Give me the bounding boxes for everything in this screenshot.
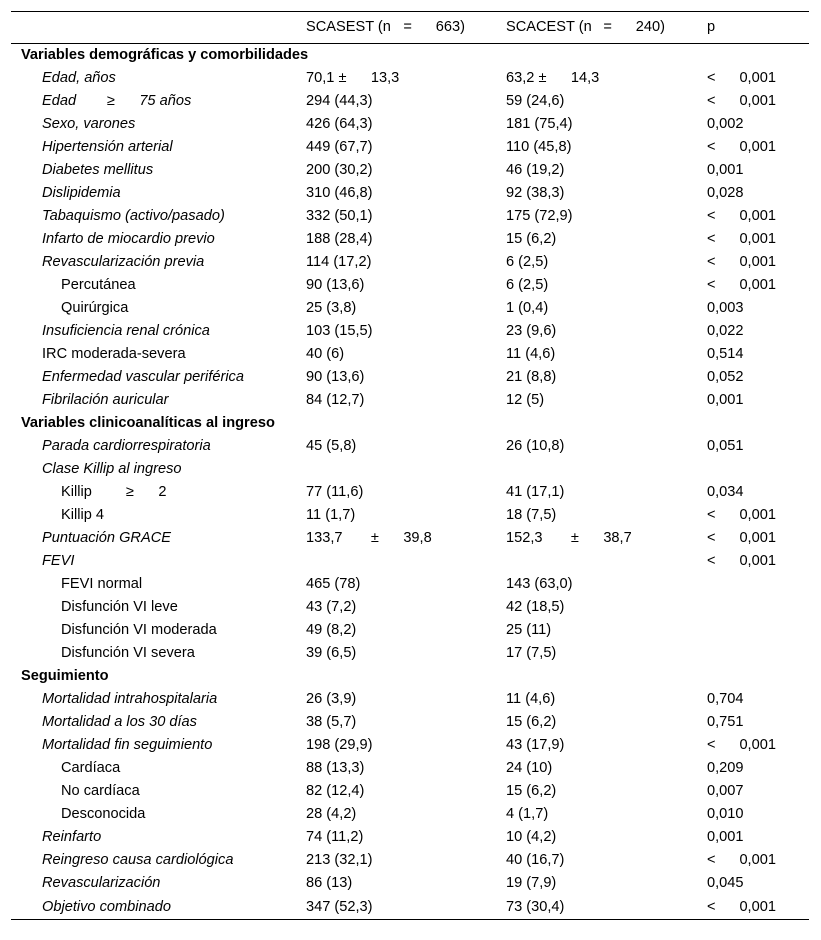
stemi-value: 15 (6,2): [506, 714, 557, 730]
nstemi-value: 45 (5,8): [306, 438, 357, 454]
header-label-cell: [11, 12, 306, 44]
stemi-value: 152,3 ± 38,7: [506, 530, 632, 546]
table-row: [11, 803, 809, 826]
nstemi-value: 38 (5,7): [306, 714, 357, 730]
stemi-value: 17 (7,5): [506, 645, 557, 661]
table-row: [11, 734, 809, 757]
nstemi-value: 332 (50,1): [306, 208, 373, 224]
nstemi-value: 77 (11,6): [306, 484, 364, 500]
nstemi-value: 88 (13,3): [306, 760, 365, 776]
table-row: [11, 481, 809, 504]
stemi-value: 42 (18,5): [506, 599, 565, 615]
row-label: Revascularización: [42, 875, 161, 891]
row-label: Percutánea: [61, 277, 136, 293]
row-label: Disfunción VI moderada: [61, 622, 217, 638]
p-value: < 0,001: [707, 895, 809, 920]
nstemi-value: 90 (13,6): [306, 369, 365, 385]
table-row: [11, 573, 809, 596]
table-row: [11, 366, 809, 389]
row-label: Puntuación GRACE: [42, 530, 171, 546]
nstemi-value: 426 (64,3): [306, 116, 373, 132]
nstemi-value: 133,7 ± 39,8: [306, 530, 432, 546]
row-label: Hipertensión arterial: [42, 139, 173, 155]
p-value: < 0,001: [707, 70, 776, 86]
stemi-value: 6 (2,5): [506, 277, 549, 293]
nstemi-value: 294 (44,3): [306, 93, 373, 109]
nstemi-value: 188 (28,4): [306, 231, 373, 247]
p-value: < 0,001: [707, 553, 776, 569]
p-value: 0,028: [707, 185, 744, 201]
nstemi-value: 84 (12,7): [306, 392, 365, 408]
p-value: 0,007: [707, 783, 744, 799]
nstemi-value: 26 (3,9): [306, 691, 357, 707]
nstemi-value: 28 (4,2): [306, 806, 357, 822]
nstemi-value: 200 (30,2): [306, 162, 373, 178]
table-row: [11, 826, 809, 849]
table-row: [11, 182, 809, 205]
table-row: [11, 136, 809, 159]
table-row: [11, 389, 809, 412]
nstemi-value: 114 (17,2): [306, 254, 372, 270]
table-row: [11, 527, 809, 550]
table-row: [11, 159, 809, 182]
row-label: Cardíaca: [61, 760, 121, 776]
section-header-row: [11, 44, 809, 68]
stemi-value: 26 (10,8): [506, 438, 565, 454]
stemi-value: 1 (0,4): [506, 300, 549, 316]
p-value: 0,001: [707, 392, 744, 408]
section-header-row: [11, 412, 809, 435]
stemi-value: 92 (38,3): [506, 185, 565, 201]
table-row: [11, 780, 809, 803]
stemi-value: 143 (63,0): [506, 576, 573, 592]
p-value: 0,001: [707, 162, 744, 178]
p-value: < 0,001: [707, 254, 776, 270]
stemi-value: 63,2 ± 14,3: [506, 70, 600, 86]
table-row: [11, 228, 809, 251]
stemi-value: 19 (7,9): [506, 875, 557, 891]
stemi-value: 73 (30,4): [506, 895, 707, 920]
stemi-value: 175 (72,9): [506, 208, 573, 224]
table-row: [11, 251, 809, 274]
row-label: Reinfarto: [42, 829, 102, 845]
row-label: Insuficiencia renal crónica: [42, 323, 210, 339]
row-label: Edad ≥ 75 años: [42, 93, 192, 109]
row-label: Tabaquismo (activo/pasado): [42, 208, 225, 224]
table-row: [11, 688, 809, 711]
section-header-row: [11, 665, 809, 688]
p-value: 0,052: [707, 369, 744, 385]
row-label: Edad, años: [42, 70, 116, 86]
table-row: [11, 458, 809, 481]
p-value: 0,704: [707, 691, 744, 707]
nstemi-value: 39 (6,5): [306, 645, 357, 661]
p-value: < 0,001: [707, 231, 776, 247]
nstemi-value: 198 (29,9): [306, 737, 373, 753]
row-label: Disfunción VI severa: [61, 645, 195, 661]
header-p-value: p: [707, 12, 809, 44]
table-row: [11, 504, 809, 527]
header-stemi: SCACEST (n = 240): [506, 12, 707, 44]
row-label: Enfermedad vascular periférica: [42, 369, 244, 385]
nstemi-value: 49 (8,2): [306, 622, 357, 638]
row-label: Dislipidemia: [42, 185, 121, 201]
stemi-value: 12 (5): [506, 392, 545, 408]
table-row: [11, 67, 809, 90]
p-value: 0,751: [707, 714, 744, 730]
nstemi-value: 449 (67,7): [306, 139, 373, 155]
row-label: Infarto de miocardio previo: [42, 231, 215, 247]
table-row: [11, 642, 809, 665]
nstemi-value: 310 (46,8): [306, 185, 373, 201]
section-title: Variables demográficas y comorbilidades: [21, 47, 309, 63]
row-label: Fibrilación auricular: [42, 392, 169, 408]
stemi-value: [506, 458, 707, 481]
p-value: 0,051: [707, 438, 744, 454]
row-label: Desconocida: [61, 806, 146, 822]
p-value: < 0,001: [707, 139, 776, 155]
table-header-row: [11, 12, 809, 44]
table-row: [11, 113, 809, 136]
row-label: IRC moderada-severa: [42, 346, 186, 362]
stemi-value: 15 (6,2): [506, 783, 557, 799]
p-value: 0,209: [707, 760, 744, 776]
stemi-value: 23 (9,6): [506, 323, 557, 339]
nstemi-value: [306, 458, 506, 481]
nstemi-value: 103 (15,5): [306, 323, 373, 339]
stemi-value: 181 (75,4): [506, 116, 573, 132]
table-row: [11, 320, 809, 343]
row-label: Clase Killip al ingreso: [42, 461, 182, 477]
row-label: Diabetes mellitus: [42, 162, 154, 178]
header-nstemi: SCASEST (n = 663): [306, 12, 506, 44]
p-value: [707, 619, 809, 642]
stemi-value: 25 (11): [506, 622, 552, 638]
table-row: [11, 895, 809, 920]
p-value: [707, 642, 809, 665]
p-value: < 0,001: [707, 852, 776, 868]
table-row: [11, 711, 809, 734]
nstemi-value: 90 (13,6): [306, 277, 365, 293]
section-title: Seguimiento: [21, 668, 109, 684]
p-value: < 0,001: [707, 208, 776, 224]
stemi-value: 110 (45,8): [506, 139, 572, 155]
p-value: 0,514: [707, 346, 744, 362]
p-value: 0,045: [707, 875, 744, 891]
nstemi-value: 74 (11,2): [306, 829, 364, 845]
nstemi-value: 347 (52,3): [306, 895, 506, 920]
stemi-value: 10 (4,2): [506, 829, 557, 845]
p-value: 0,034: [707, 484, 744, 500]
nstemi-value: [306, 550, 506, 573]
nstemi-value: 213 (32,1): [306, 852, 373, 868]
nstemi-value: 43 (7,2): [306, 599, 357, 615]
stemi-value: 11 (4,6): [506, 691, 556, 707]
p-value: < 0,001: [707, 737, 776, 753]
stemi-value: [506, 550, 707, 573]
stemi-value: 43 (17,9): [506, 737, 565, 753]
section-title: Variables clinicoanalíticas al ingreso: [21, 415, 275, 431]
nstemi-value: 86 (13): [306, 875, 353, 891]
table-row: [11, 550, 809, 573]
nstemi-value: 82 (12,4): [306, 783, 365, 799]
table-row: [11, 757, 809, 780]
row-label: Mortalidad a los 30 días: [42, 714, 197, 730]
stemi-value: 6 (2,5): [506, 254, 549, 270]
p-value: < 0,001: [707, 507, 776, 523]
stemi-value: 4 (1,7): [506, 806, 549, 822]
table-row: [11, 435, 809, 458]
p-value: [707, 596, 809, 619]
nstemi-value: 40 (6): [306, 346, 345, 362]
p-value: < 0,001: [707, 530, 776, 546]
stemi-value: 11 (4,6): [506, 346, 556, 362]
p-value: [707, 458, 809, 481]
p-value: 0,003: [707, 300, 744, 316]
table-row: [11, 596, 809, 619]
row-label: Revascularización previa: [42, 254, 205, 270]
nstemi-value: 465 (78): [306, 576, 361, 592]
p-value: 0,002: [707, 116, 744, 132]
table-row: [11, 849, 809, 872]
p-value: [707, 573, 809, 596]
row-label: No cardíaca: [61, 783, 140, 799]
row-label: Mortalidad fin seguimiento: [42, 737, 213, 753]
nstemi-value: 70,1 ± 13,3: [306, 70, 400, 86]
stemi-value: 41 (17,1): [506, 484, 565, 500]
table-row: [11, 619, 809, 642]
row-label: FEVI normal: [61, 576, 143, 592]
p-value: 0,001: [707, 829, 744, 845]
row-label: Killip 4: [61, 507, 104, 523]
row-label: Killip ≥ 2: [61, 484, 167, 500]
p-value: < 0,001: [707, 277, 776, 293]
row-label: Objetivo combinado: [11, 895, 306, 920]
table-row: [11, 297, 809, 320]
p-value: 0,010: [707, 806, 744, 822]
p-value: 0,022: [707, 323, 744, 339]
row-label: Mortalidad intrahospitalaria: [42, 691, 218, 707]
baseline-characteristics-table: [11, 11, 809, 920]
p-value: < 0,001: [707, 93, 776, 109]
stemi-value: 21 (8,8): [506, 369, 557, 385]
stemi-value: 18 (7,5): [506, 507, 557, 523]
stemi-value: 59 (24,6): [506, 93, 565, 109]
row-label: Disfunción VI leve: [61, 599, 178, 615]
table-row: [11, 205, 809, 228]
stemi-value: 24 (10): [506, 760, 553, 776]
row-label: Parada cardiorrespiratoria: [42, 438, 211, 454]
table-row: [11, 274, 809, 297]
stemi-value: 15 (6,2): [506, 231, 557, 247]
table-row: [11, 872, 809, 895]
table-row: [11, 90, 809, 113]
nstemi-value: 25 (3,8): [306, 300, 357, 316]
row-label: Reingreso causa cardiológica: [42, 852, 234, 868]
stemi-value: 46 (19,2): [506, 162, 565, 178]
row-label: Quirúrgica: [61, 300, 129, 316]
nstemi-value: 11 (1,7): [306, 507, 356, 523]
table-body: [11, 44, 809, 920]
table-row: [11, 343, 809, 366]
stemi-value: 40 (16,7): [506, 852, 565, 868]
row-label: Sexo, varones: [42, 116, 136, 132]
row-label: FEVI: [42, 553, 75, 569]
